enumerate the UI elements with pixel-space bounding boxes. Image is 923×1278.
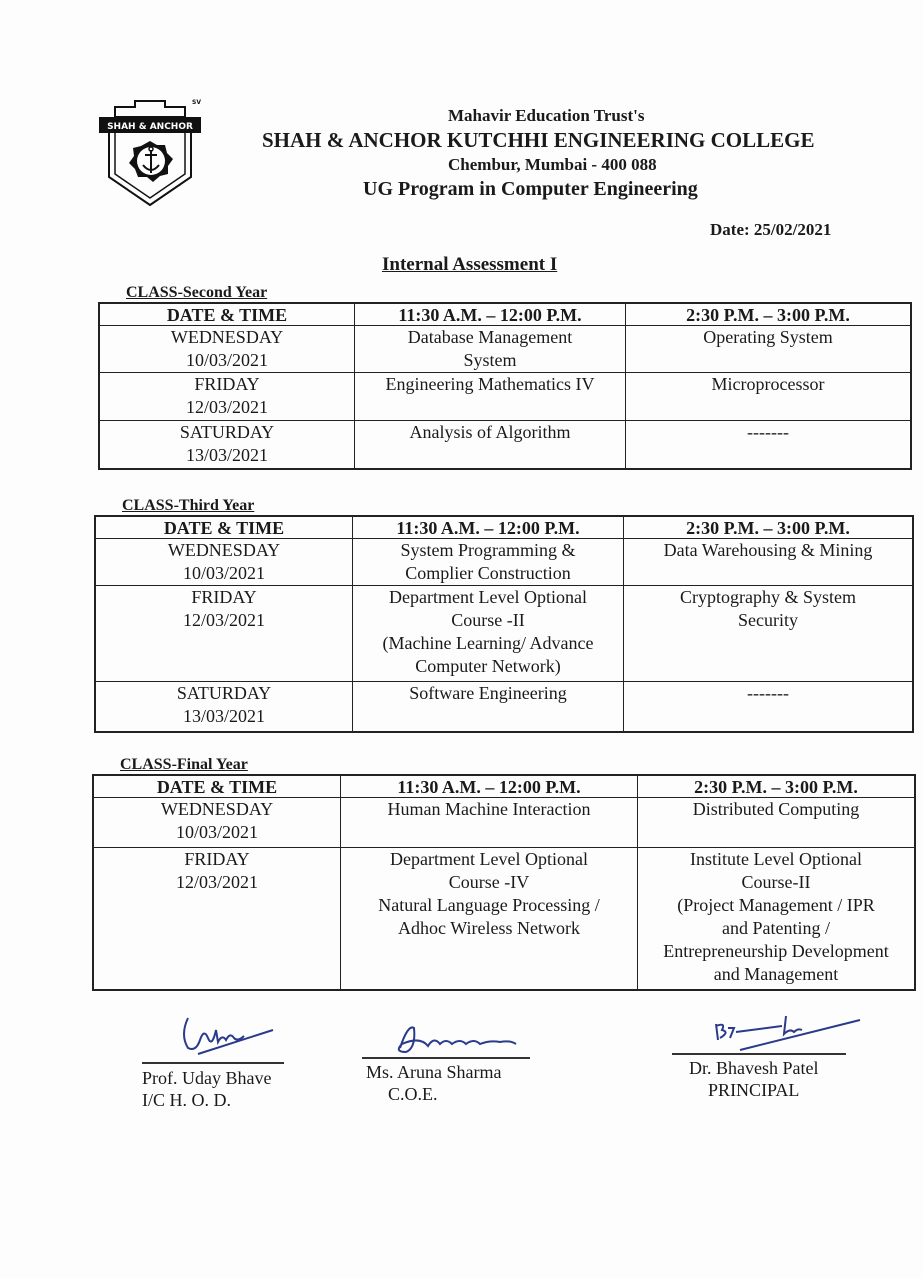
college-logo — [95, 95, 205, 210]
afternoon-subject-cell — [626, 373, 912, 421]
subject-line: Course -II — [451, 610, 525, 630]
table-header-row — [93, 775, 915, 798]
handwritten-signature-icon — [710, 1006, 870, 1052]
column-header: 2:30 P.M. – 3:00 P.M. — [624, 516, 914, 539]
subject-line: Computer Network) — [415, 656, 561, 676]
table-row — [93, 848, 915, 990]
schedule-table — [92, 774, 916, 991]
day-name: WEDNESDAY — [167, 540, 281, 560]
program-name: UG Program in Computer Engineering — [363, 178, 698, 200]
morning-subject-cell — [341, 798, 638, 848]
exam-date: 12/03/2021 — [175, 872, 258, 892]
column-header: 11:30 A.M. – 12:00 P.M. — [341, 775, 638, 798]
column-header: 11:30 A.M. – 12:00 P.M. — [355, 303, 626, 326]
afternoon-subject-cell — [626, 421, 912, 469]
signatory-role: PRINCIPAL — [708, 1080, 800, 1100]
morning-subject-cell — [355, 421, 626, 469]
subject-line: and Patenting / — [722, 918, 830, 938]
afternoon-subject-cell — [624, 682, 914, 732]
handwritten-signature-icon — [178, 1010, 278, 1060]
table-row — [99, 373, 911, 421]
column-header: 2:30 P.M. – 3:00 P.M. — [638, 775, 916, 798]
signatory-name: Dr. Bhavesh Patel — [689, 1058, 819, 1078]
college-address: Chembur, Mumbai - 400 088 — [448, 155, 657, 174]
column-header: DATE & TIME — [95, 516, 353, 539]
signatory-hod — [142, 1067, 271, 1111]
subject-line: System — [463, 350, 517, 370]
class-label: CLASS-Final Year — [120, 756, 248, 773]
morning-subject-cell — [355, 326, 626, 373]
subject-line: Engineering Mathematics IV — [385, 374, 595, 394]
trust-name: Mahavir Education Trust's — [448, 106, 645, 125]
signature-line-hod — [142, 1062, 284, 1064]
date-cell — [99, 373, 355, 421]
signatory-name: Ms. Aruna Sharma — [366, 1062, 502, 1082]
afternoon-subject-cell — [638, 848, 916, 990]
timetable-second-year — [98, 284, 912, 470]
signature-principal — [710, 1006, 870, 1057]
subject-line: Course -IV — [448, 872, 530, 892]
signature-hod — [178, 1010, 278, 1065]
table-row — [95, 586, 913, 682]
day-name: SATURDAY — [179, 422, 275, 442]
subject-line: Entrepreneurship Development — [663, 941, 889, 961]
subject-line: Natural Language Processing / — [378, 895, 600, 915]
subject-line: Analysis of Algorithm — [409, 422, 571, 442]
day-name: FRIDAY — [194, 374, 260, 394]
morning-subject-cell — [341, 848, 638, 990]
subject-line: Complier Construction — [405, 563, 571, 583]
subject-line: Data Warehousing & Mining — [663, 540, 873, 560]
table-row — [99, 326, 911, 373]
subject-line: Human Machine Interaction — [387, 799, 591, 819]
date-cell — [95, 682, 353, 732]
handwritten-signature-icon — [380, 1018, 520, 1056]
subject-line: System Programming & — [400, 540, 576, 560]
class-label: CLASS-Second Year — [126, 284, 268, 301]
exam-date: 12/03/2021 — [182, 610, 265, 630]
day-name: WEDNESDAY — [170, 327, 284, 347]
signatory-role: I/C H. O. D. — [142, 1090, 231, 1110]
shield-anchor-icon — [95, 95, 205, 210]
schedule-table — [98, 302, 912, 470]
subject-line: and Management — [713, 964, 839, 984]
exam-date: 10/03/2021 — [182, 563, 265, 583]
column-header: 2:30 P.M. – 3:00 P.M. — [626, 303, 912, 326]
notice-date: Date: 25/02/2021 — [710, 220, 832, 239]
subject-line: Security — [738, 610, 798, 630]
exam-date: 10/03/2021 — [175, 822, 258, 842]
logo-text: SHAH & ANCHOR — [107, 122, 193, 132]
morning-subject-cell — [355, 373, 626, 421]
class-label: CLASS-Third Year — [122, 497, 255, 514]
day-name: SATURDAY — [176, 683, 272, 703]
subject-line: Database Management — [407, 327, 573, 347]
college-name: SHAH & ANCHOR KUTCHHI ENGINEERING COLLEGE — [262, 128, 815, 152]
morning-subject-cell — [353, 539, 624, 586]
date-cell — [99, 326, 355, 373]
day-name: WEDNESDAY — [160, 799, 274, 819]
subject-line: (Machine Learning/ Advance — [382, 633, 594, 653]
date-cell — [99, 421, 355, 469]
table-row — [93, 798, 915, 848]
signatory-coe — [366, 1061, 501, 1105]
subject-line: Department Level Optional — [390, 849, 588, 869]
timetable-third-year — [94, 497, 914, 733]
signature-coe — [380, 1018, 520, 1061]
subject-line: (Project Management / IPR — [677, 895, 875, 915]
afternoon-subject-cell — [624, 539, 914, 586]
subject-line: Operating System — [703, 327, 833, 347]
subject-line: Microprocessor — [711, 374, 825, 394]
exam-date: 10/03/2021 — [185, 350, 268, 370]
column-header: DATE & TIME — [93, 775, 341, 798]
logo-mark: SV — [192, 99, 201, 106]
date-cell — [95, 539, 353, 586]
subject-line: Distributed Computing — [692, 799, 860, 819]
table-row — [95, 539, 913, 586]
signatory-principal — [689, 1057, 818, 1101]
subject-line: Course-II — [741, 872, 811, 892]
afternoon-subject-cell — [624, 586, 914, 682]
table-row — [95, 682, 913, 732]
date-cell — [95, 586, 353, 682]
subject-line: Cryptography & System — [680, 587, 856, 607]
table-header-row — [95, 516, 913, 539]
table-row — [99, 421, 911, 469]
day-name: FRIDAY — [191, 587, 257, 607]
afternoon-subject-cell — [626, 326, 912, 373]
schedule-table — [94, 515, 914, 733]
day-name: FRIDAY — [184, 849, 250, 869]
date-cell — [93, 798, 341, 848]
column-header: DATE & TIME — [99, 303, 355, 326]
timetable-final-year — [92, 756, 916, 991]
subject-line: Institute Level Optional — [690, 849, 862, 869]
morning-subject-cell — [353, 682, 624, 732]
subject-line: ------- — [747, 422, 789, 442]
page-title: Internal Assessment I — [382, 254, 558, 275]
signatory-name: Prof. Uday Bhave — [142, 1068, 272, 1088]
afternoon-subject-cell — [638, 798, 916, 848]
exam-date: 12/03/2021 — [185, 397, 268, 417]
signatory-role: C.O.E. — [388, 1084, 438, 1104]
subject-line: Software Engineering — [409, 683, 567, 703]
signature-line-coe — [362, 1057, 530, 1059]
signature-line-principal — [672, 1053, 846, 1055]
date-cell — [93, 848, 341, 990]
morning-subject-cell — [353, 586, 624, 682]
exam-date: 13/03/2021 — [185, 445, 268, 465]
subject-line: Adhoc Wireless Network — [398, 918, 580, 938]
table-header-row — [99, 303, 911, 326]
exam-date: 13/03/2021 — [182, 706, 265, 726]
subject-line: ------- — [747, 683, 789, 703]
column-header: 11:30 A.M. – 12:00 P.M. — [353, 516, 624, 539]
subject-line: Department Level Optional — [389, 587, 587, 607]
